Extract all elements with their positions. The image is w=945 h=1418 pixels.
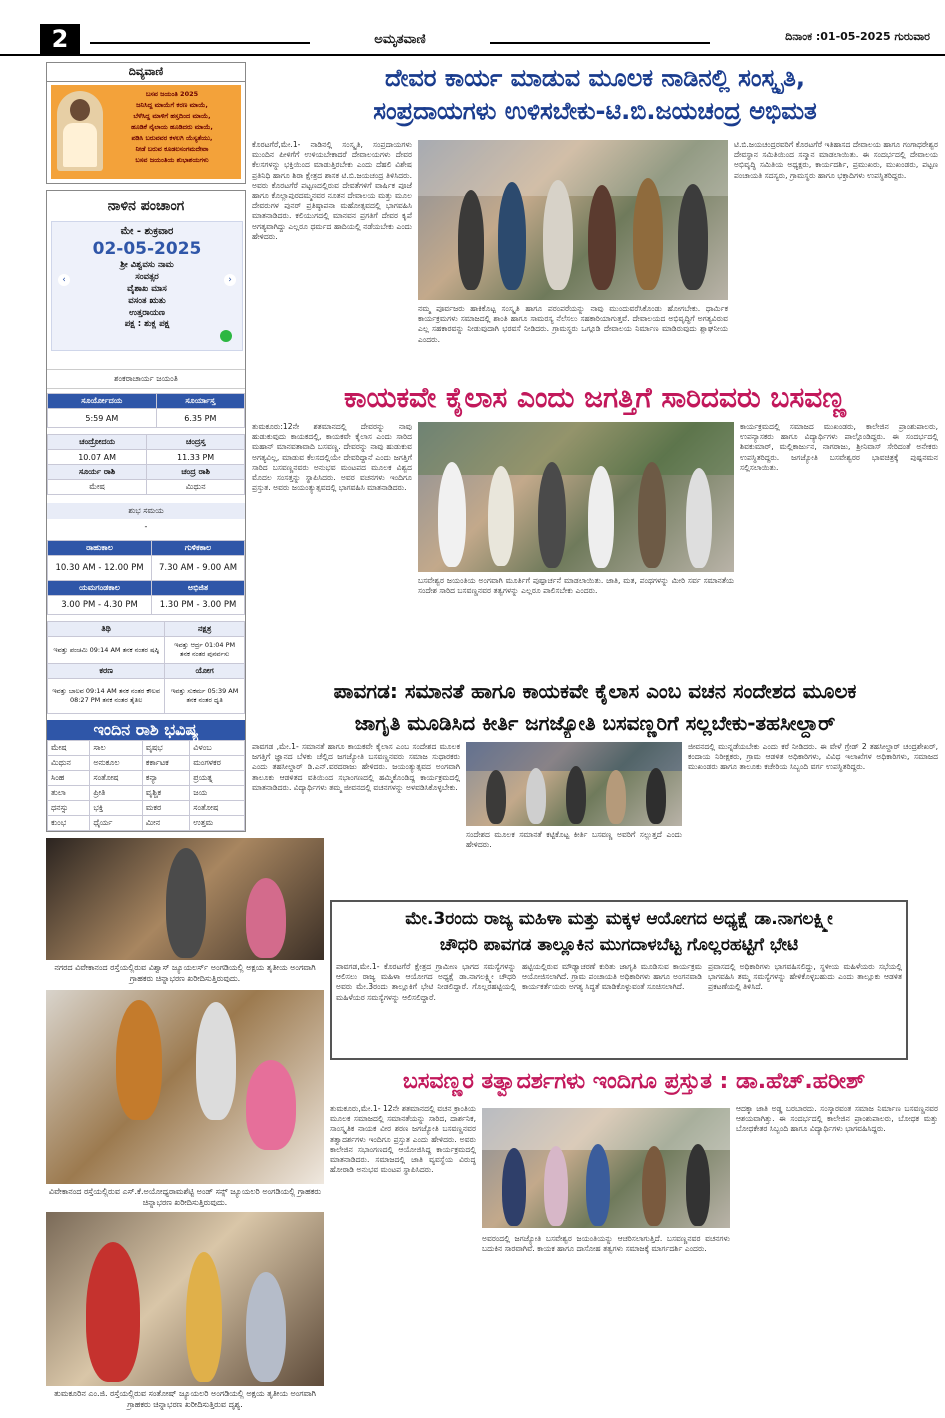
story3-caption: ಸಂದೇಶದ ಮೂಲಕ ಸಮಾನತೆ ಕಟ್ಟಿಕೊಟ್ಟ ಕೀರ್ತಿ ಬಸವಣ್ಣ ಅವರಿಗೆ ಸಲ್ಲುತ್ತದೆ ಎಂದು ಹೇಳಿದರು. [466,830,682,850]
rashi-table [47,740,245,831]
table-row: ಮಿಥುನ ಅನುಕೂಲ ಕರ್ಕಾಟಕ ಮಂಗಳಕರ [48,756,245,771]
story2-photo [418,422,734,572]
ad-caption-2: ವಿವೇಕಾನಂದ ರಸ್ತೆಯಲ್ಲಿರುವ ಎಸ್.ಕೆ.ಅಯೋಧ್ಯರಾಮಶೆಟ್ಟಿ ಅಂಡ್ ಸನ್ಸ್ ಜ್ಯೂಯಲರಿ ಅಂಗಡಿಯಲ್ಲಿ ಗ್ರಾಹಕರು ಚಿನ್ನಾಭರಣ ಖರೀದಿಸುತ್ತಿರುವುದು. [48,1187,322,1207]
panchanga-paksha: ಪಕ್ಷ : ಶುಕ್ಲ ಪಕ್ಷ [124,319,170,329]
story3-photo [466,742,682,826]
kaala-table: ರಾಹುಕಾಲ ಗುಳಿಕಕಾಲ 10.30 AM - 12.00 PM 7.30 AM - 9.00 AM ಯಮಗಂಡಕಾಲ ಅಭಿಜಿತ 3.00 PM - 4.30 PM 1.30 PM - 3.00 PM [47,540,245,615]
story4-col1: ಪಾವಗಡ,ಮೇ.1- ಕೊರಟಗೆರೆ ಕ್ಷೇತ್ರದ ಗ್ರಾಮೀಣ ಭಾಗದ ಸಮಸ್ಯೆಗಳನ್ನು ಆಲಿಸಲು ರಾಜ್ಯ ಮಹಿಳಾ ಆಯೋಗದ ಅಧ್ಯಕ್ಷೆ ಡಾ.ನಾಗಲಕ್ಷ್ಮೀ ಚೌಧರಿ ಅವರು ಮೇ.3ರಂದು ತಾಲ್ಲೂಕಿಗೆ ಭೇಟಿ ನೀಡಲಿದ್ದಾರೆ. ಗೊಲ್ಲರಹಟ್ಟಿಯಲ್ಲಿ ಮಹಿಳೆಯರ ಸಮಸ್ಯೆಗಳನ್ನು ಆಲಿಸಲಿದ್ದಾರೆ. [336,962,516,1002]
story1-col2: ನಮ್ಮ ಪೂರ್ವಜರು ಹಾಕಿಕೊಟ್ಟ ಸಂಸ್ಕೃತಿ ಹಾಗೂ ಪರಂಪರೆಯನ್ನು ನಾವು ಮುಂದುವರೆಸಿಕೊಂಡು ಹೋಗಬೇಕು. ಧಾರ್ಮಿಕ ಕಾರ್ಯಕ್ರಮಗಳು ಸಮಾಜದಲ್ಲಿ ಶಾಂತಿ ಹಾಗೂ ಸಾಮರಸ್ಯ ನೆಲೆಸಲು ಸಹಕಾರಿಯಾಗುತ್ತವೆ. ದೇವಾಲಯದ ಅಭಿವೃದ್ಧಿಗೆ ಅಗತ್ಯವಿರುವ ಎಲ್ಲ ಸಹಕಾರವನ್ನು ನೀಡುವುದಾಗಿ ಭರವಸೆ ನೀಡಿದರು. ಗ್ರಾಮಸ್ಥರು ಒಗ್ಗೂಡಿ ದೇವಾಲಯ ನಿರ್ಮಾಣ ಮಾಡಿರುವುದು ಶ್ಲಾಘನೀಯ ಎಂದರು. [418,304,728,344]
masthead [90,32,710,52]
table-row: ತುಲಾ ಪ್ರೀತಿ ವೃಶ್ಚಿಕ ಜಯ [48,786,245,801]
table-row: ಕುಂಭ ಧೈರ್ಯ ಮೀನ ಉತ್ತಮ [48,816,245,831]
whatsapp-icon[interactable] [220,330,232,342]
panchanga-lines: ಶ್ರೀ ವಿಶ್ವವಸು ನಾಮ ಸಂವತ್ಸರ ವೈಶಾಖ ಮಾಸ ವಸಂತ ಋತು ಉತ್ತರಾಯಣ [120,260,174,318]
basavanna-portrait [57,91,103,171]
story1-col1: ಕೊರಟಗೆರೆ,ಮೇ.1- ನಾಡಿನಲ್ಲಿ ಸಂಸ್ಕೃತಿ, ಸಂಪ್ರದಾಯಗಳು ಮುಂದಿನ ಪೀಳಿಗೆಗೆ ಉಳಿಯಬೇಕಾದರೆ ದೇವಾಲಯಗಳು ದೇವರ ಕೆಲಸಗಳನ್ನು ಭಕ್ತಿಯಿಂದ ಮಾಡುತ್ತಿರಬೇಕು ಎಂದು ದೆಹಲಿ ವಿಶೇಷ ಪ್ರತಿನಿಧಿ ಹಾಗೂ ಶಿರಾ ಕ್ಷೇತ್ರದ ಶಾಸಕ ಟಿ.ಬಿ.ಜಯಚಂದ್ರ ತಿಳಿಸಿದರು. ಅವರು ಕೊರಟಗೆರೆ ಪಟ್ಟಣದಲ್ಲಿರುವ ದೇವತೆಗಳಿಗೆ ವಾರ್ಷಿಕ ಪೂಜೆ ಹಾಗೂ ಕೊಲ್ಲಾಪುರದಮ್ಮನವರ ನೂತನ ದೇವಾಲಯ ಮತ್ತು ಮೂಲ ದೇವರುಗಳ ಪುನರ್ ಪ್ರತಿಷ್ಠಾಪನಾ ಮಹೋತ್ಸವದಲ್ಲಿ ಭಾಗವಹಿಸಿ ಮಾತನಾಡಿದರು. ಕಲಿಯುಗದಲ್ಲಿ ಮಾನವನ ಪ್ರಗತಿಗೆ ದೇವರ ಕೃಪೆ ಅಗತ್ಯವಾಗಿದ್ದು ಎಲ್ಲರೂ ಧರ್ಮದ ಹಾದಿಯಲ್ಲಿ ನಡೆಯಬೇಕು ಎಂದು ಹೇಳಿದರು. [252,140,412,241]
page-number: 2 [40,24,80,54]
panchanga-date-card [51,221,243,351]
story3-headline-1: ಪಾವಗಡ: ಸಮಾನತೆ ಹಾಗೂ ಕಾಯಕವೇ ಕೈಲಾಸ ಎಂಬ ವಚನ ಸಂದೇಶದ ಮೂಲಕ [333,679,857,703]
story2-headline: ಕಾಯಕವೇ ಕೈಲಾಸ ಎಂದು ಜಗತ್ತಿಗೆ ಸಾರಿದವರು ಬಸವಣ್ಣ [343,381,847,414]
story5-col1: ತುಮಕೂರು,ಮೇ.1- 12ನೇ ಶತಮಾನದಲ್ಲಿ ವಚನ ಕ್ರಾಂತಿಯ ಮೂಲಕ ಸಮಾಜದಲ್ಲಿ ಸಮಾನತೆಯನ್ನು ಸಾರಿದ, ದಾರ್ಶನಿಕ, ಸಾಂಸ್ಕೃತಿಕ ನಾಯಕ ವೀರ ಶರಣ ಜಗಜ್ಯೋತಿ ಬಸವಣ್ಣನವರ ತತ್ವಾದರ್ಶಗಳು ಇಂದಿಗೂ ಪ್ರಸ್ತುತ ಎಂದು ಹೇಳಿದರು. ಅವರು ಕಾಲೇಜಿನ ಸಭಾಂಗಣದಲ್ಲಿ ಆಯೋಜಿಸಿದ್ದ ಕಾರ್ಯಕ್ರಮದಲ್ಲಿ ಮಾತನಾಡಿದರು. ಸಮಾಜದಲ್ಲಿ ಜಾತಿ ವ್ಯವಸ್ಥೆಯ ವಿರುದ್ಧ ಹೋರಾಡಿ ಅನುಭವ ಮಂಟಪ ಸ್ಥಾಪಿಸಿದರು. [330,1104,476,1175]
next-day-icon[interactable]: › [224,274,236,286]
moon-rashi-table: ಚಂದ್ರೋದಯ ಚಂದ್ರಸ್ತ 10.07 AM 11.33 PM ಸೂರ್ಯ ರಾಶಿ ಚಂದ್ರ ರಾಶಿ ಮೇಷ ಮಿಥುನ [47,434,245,495]
prev-day-icon[interactable]: ‹ [58,274,70,286]
story4-headline-2: ಚೌಧರಿ ಪಾವಗಡ ತಾಲ್ಲೂಕಿನ ಮುಗದಾಳಬೆಟ್ಟ ಗೊಲ್ಲರಹಟ್ಟಿಗೆ ಭೇಟಿ [439,935,799,955]
issue-date: ದಿನಾಂಕ :01-05-2025 ಗುರುವಾರ [785,30,930,43]
story2-col1: ತುಮಕೂರು:12ನೇ ಶತಮಾನದಲ್ಲಿ ದೇವರನ್ನು ನಾವು ಹುಡುಕುವುದು ಕಾಯಕದಲ್ಲಿ, ಕಾಯಕವೇ ಕೈಲಾಸ ಎಂದು ಸಾರಿದ ಮಹಾನ್ ಮಾನವತಾವಾದಿ ಬಸವಣ್ಣ. ದೇವರನ್ನು ನಾವು ಹುಡುಕುವ ಅಗತ್ಯವಿಲ್ಲ, ಮಾಡುವ ಕೆಲಸದಲ್ಲಿಯೇ ದೇವರಿದ್ದಾನೆ ಎಂದು ಜಗತ್ತಿಗೆ ಸಾರಿದ ಬಸವಣ್ಣನವರು ಅನುಭವ ಮಂಟಪದ ಮೂಲಕ ವಿಶ್ವದ ಮೊದಲ ಸಂಸತ್ತನ್ನು ಸ್ಥಾಪಿಸಿದರು. ಅವರ ವಚನಗಳು ಇಂದಿಗೂ ಪ್ರಸ್ತುತ. ಅವರು ಜಯಂತ್ಯುತ್ಸವದಲ್ಲಿ ಭಾಗವಹಿಸಿ ಮಾತನಾಡಿದರು. [252,422,412,493]
table-row: ಧನಸ್ಸು ಭಕ್ತಿ ಮಕರ ಸಂತೋಷ [48,801,245,816]
divyavani-vachana: ಬಸವ ಜಯಂತಿ 2025 ಜನಿಸಿದ್ದ ಮಾಯೆಗೆ ಕರಣ ಮಾಯೆ, ಬೆಳೆಸಿದ್ದ ಮಾಳಿಗೆ ಹಸ್ತದಿಂದ ಮಾಯೆ, ಹೂಡಿಕೆ ನೈಲಾಯ ಹೂಡಿದರು ಮಾಯೆ, ಪಡಿಸಿ ಬರುವವರ ಕಳಲಗಿ ಯೆಸ್ಯತೆಯು, ನೀಡೆ ಬರುವ ಕೂಡಲಸಂಗಮದೇವಾ ಬಸವ ಜಯಂತಿಯ ಶುಭಾಶಯಗಳು [131,90,213,164]
panchanga-box [46,190,246,832]
masthead-title: ಅಮೃತವಾಣಿ [366,32,433,47]
story4-col3: ಪ್ರವಾಸದಲ್ಲಿ ಅಧಿಕಾರಿಗಳು ಭಾಗವಹಿಸಲಿದ್ದು, ಸ್ಥಳೀಯ ಮಹಿಳೆಯರು ಸಭೆಯಲ್ಲಿ ಭಾಗವಹಿಸಿ ತಮ್ಮ ಸಮಸ್ಯೆಗಳನ್ನು ಹೇಳಿಕೊಳ್ಳಬಹುದು ಎಂದು ತಾಲ್ಲೂಕು ಆಡಳಿತ ಪ್ರಕಟಣೆಯಲ್ಲಿ ತಿಳಿಸಿದೆ. [708,962,902,992]
festival-label: ಶಂಕರಾಚಾರ್ಯ ಜಯಂತಿ [47,369,245,389]
story3-col3: ಜೀವನದಲ್ಲಿ ಮುನ್ನಡೆಯಬೇಕು ಎಂದು ಕರೆ ನೀಡಿದರು. ಈ ವೇಳೆ ಗ್ರೇಡ್ 2 ತಹಸೀಲ್ದಾರ್ ಚಂದ್ರಶೇಖರ್, ಕಂದಾಯ ನಿರೀಕ್ಷಕರು, ಗ್ರಾಮ ಆಡಳಿತ ಅಧಿಕಾರಿಗಳು, ವಿವಿಧ ಇಲಾಖೆಗಳ ಅಧಿಕಾರಿಗಳು, ಸಮಾಜದ ಮುಖಂಡರು ಹಾಗೂ ತಾಲೂಕು ಕಚೇರಿಯ ಸಿಬ್ಬಂದಿ ವರ್ಗ ಉಪಸ್ಥಿತರಿದ್ದರು. [688,742,938,772]
masthead-rule-right [490,42,710,44]
story3-col1: ಪಾವಗಡ ,ಮೇ.1- ಸಮಾನತೆ ಹಾಗೂ ಕಾಯಕವೇ ಕೈಲಾಸ ಎಂಬ ಸಂದೇಶದ ಮೂಲಕ ಜಗತ್ತಿಗೆ ಜ್ಞಾನದ ಬೆಳಕು ಚೆಲ್ಲಿದ ಜಗಜ್ಯೋತಿ ಬಸವಣ್ಣನವರು ಸಮಾಜ ಸುಧಾರಕರು ಎಂದು ತಹಸೀಲ್ದಾರ್ ಡಿ.ಎನ್.ವರದರಾಜು ಹೇಳಿದರು. ಜಯಂತ್ಯುತ್ಸವದ ಅಂಗವಾಗಿ ತಾಲೂಕು ಆಡಳಿತದ ವತಿಯಿಂದ ಸಭಾಂಗಣದಲ್ಲಿ ಹಮ್ಮಿಕೊಂಡಿದ್ದ ಕಾರ್ಯಕ್ರಮದಲ್ಲಿ ಮಾತನಾಡಿದರು. ವಿದ್ಯಾರ್ಥಿಗಳು ತಮ್ಮ ಜೀವನದಲ್ಲಿ ವಚನಗಳನ್ನು ಅಳವಡಿಸಿಕೊಳ್ಳಬೇಕು. [252,742,460,792]
story4-col2: ಹಟ್ಟಿಯಲ್ಲಿರುವ ಮೌಢ್ಯಾಚರಣೆ ಕುರಿತು ಜಾಗೃತಿ ಮೂಡಿಸುವ ಕಾರ್ಯಕ್ರಮ ಆಯೋಜಿಸಲಾಗಿದೆ. ಗ್ರಾಮ ಪಂಚಾಯತಿ ಅಧಿಕಾರಿಗಳು ಹಾಗೂ ಅಂಗನವಾಡಿ ಕಾರ್ಯಕರ್ತೆಯರು ಅಗತ್ಯ ಸಿದ್ಧತೆ ಮಾಡಿಕೊಳ್ಳುವಂತೆ ಸೂಚಿಸಲಾಗಿದೆ. [522,962,702,992]
story5-col3: ಆದಕ್ಕಾ ಜಾತಿ ಅಡ್ಡ ಬರಬಾರದು. ಸಂಸ್ಕಾರವಂತ ಸಮಾಜ ನಿರ್ಮಾಣ ಬಸವಣ್ಣನವರ ಆಶಯವಾಗಿತ್ತು. ಈ ಸಂದರ್ಭದಲ್ಲಿ ಕಾಲೇಜಿನ ಪ್ರಾಂಶುಪಾಲರು, ಬೋಧಕ ಮತ್ತು ಬೋಧಕೇತರ ಸಿಬ್ಬಂದಿ ಹಾಗೂ ವಿದ್ಯಾರ್ಥಿಗಳು ಭಾಗವಹಿಸಿದ್ದರು. [736,1104,938,1134]
panchanga-month-day: ಮೇ - ಶುಕ್ರವಾರ [120,226,174,237]
tithi-table: ತಿಥಿ ನಕ್ಷತ್ರ ಇವತ್ತು ಪಂಚಮಿ 09:14 AM ತನಕ ನಂತರ ಷಷ್ಠಿ ಇವತ್ತು ಆರ್ದ್ರ 01:04 PM ತನಕ ನಂತರ ಪುನರ್ವಸು ಕರಣ ಯೋಗ ಇವತ್ತು ಬಾಲವ 09:14 AM ತನಕ ನಂತರ ಕೌಲವ 08:27 PM ತನಕ ನಂತರ ತೈತಿಲ ಇವತ್ತು ಸುಕರ್ಮ 05:39 AM ತನಕ ನಂತರ ಧೃತಿ [47,621,245,714]
story5-col2: ಅವರಂದಲ್ಲಿ ಜಗಜ್ಯೋತಿ ಬಸವೇಶ್ವರ ಜಯಂತಿಯನ್ನು ಆಚರಿಸಲಾಗುತ್ತಿದೆ. ಬಸವಣ್ಣನವರ ವಚನಗಳು ಬದುಕಿನ ಸಾರವಾಗಿವೆ. ಕಾಯಕ ಹಾಗೂ ದಾಸೋಹ ತತ್ವಗಳು ಸಮಾಜಕ್ಕೆ ಮಾರ್ಗದರ್ಶಿ ಎಂದರು. [482,1234,730,1254]
shubha-samaya-label: ಶುಭ ಸಮಯ [47,503,245,519]
story2-col3: ಕಾರ್ಯಕ್ರಮದಲ್ಲಿ ಸಮಾಜದ ಮುಖಂಡರು, ಕಾಲೇಜಿನ ಪ್ರಾಂಶುಪಾಲರು, ಉಪನ್ಯಾಸಕರು ಹಾಗೂ ವಿದ್ಯಾರ್ಥಿಗಳು ಪಾಲ್ಗೊಂಡಿದ್ದರು. ಈ ಸಂದರ್ಭದಲ್ಲಿ ಶಿವಕುಮಾರ್, ಮಲ್ಲಿಕಾರ್ಜುನ, ನಾಗರಾಜು, ಶ್ರೀನಿವಾಸ್ ಸೇರಿದಂತೆ ಅನೇಕರು ಉಪಸ್ಥಿತರಿದ್ದರು. ಜಗಜ್ಯೋತಿ ಬಸವೇಶ್ವರರ ಭಾವಚಿತ್ರಕ್ಕೆ ಪುಷ್ಪನಮನ ಸಲ್ಲಿಸಲಾಯಿತು. [740,422,938,472]
jewellery-photo-2 [46,990,324,1184]
table-row: ಸಿಂಹ ಸಂತೋಷ ಕನ್ಯಾ ಪ್ರಯತ್ನ [48,771,245,786]
story2-col2: ಬಸವೇಶ್ವರ ಜಯಂತಿಯ ಅಂಗವಾಗಿ ಮೂರ್ತಿಗೆ ಪುಷ್ಪಾರ್ಚನೆ ಮಾಡಲಾಯಿತು. ಜಾತಿ, ಮತ, ಪಂಥಗಳನ್ನು ಮೀರಿ ಸರ್ವ ಸಮಾನತೆಯ ಸಂದೇಶ ಸಾರಿದ ಬಸವಣ್ಣನವರ ತತ್ವಗಳನ್ನು ಎಲ್ಲರೂ ಪಾಲಿಸಬೇಕು ಎಂದರು. [418,576,734,596]
divyavani-banner [51,85,241,179]
table-row: ಮೇಷ ಸಾಲ ವೃಷಭ ವಿಳಂಬ [48,741,245,756]
ad-caption-3: ತುಮಕೂರಿನ ಎಂ.ಜಿ. ರಸ್ತೆಯಲ್ಲಿರುವ ಸಂತೋಷ್ ಜ್ಯೂಯಲರಿ ಅಂಗಡಿಯಲ್ಲಿ ಅಕ್ಷಯ ತೃತೀಯ ಅಂಗವಾಗಿ ಗ್ರಾಹಕರು ಚಿನ್ನಾಭರಣ ಖರೀದಿಸುತ್ತಿರುವ ದೃಶ್ಯ. [54,1389,316,1409]
story3-headline-2: ಜಾಗೃತಿ ಮೂಡಿಸಿದ ಕೀರ್ತಿ ಜಗಜ್ಯೋತಿ ಬಸವಣ್ಣರಿಗೆ ಸಲ್ಲಬೇಕು-ತಹಸೀಲ್ದಾರ್ [354,711,836,735]
story5-headline: ಬಸವಣ್ಣರ ತತ್ವಾದರ್ಶಗಳು ಇಂದಿಗೂ ಪ್ರಸ್ತುತ : ಡಾ.ಹೆಚ್.ಹರೀಶ್ [402,1069,866,1094]
divyavani-box [46,62,246,184]
masthead-rule-left [90,42,310,44]
story1-headline-2: ಸಂಪ್ರದಾಯಗಳು ಉಳಿಸಬೇಕು-ಟಿ.ಬಿ.ಜಯಚಂದ್ರ ಅಭಿಮತ [373,97,817,125]
jewellery-photo-1 [46,838,324,960]
story4-headline-1: ಮೇ.3ರಂದು ರಾಜ್ಯ ಮಹಿಳಾ ಮತ್ತು ಮಕ್ಕಳ ಆಯೋಗದ ಅಧ್ಯಕ್ಷೆ ಡಾ.ನಾಗಲಕ್ಷ್ಮೀ [405,909,833,929]
shubha-samaya-value: - [144,522,148,531]
rashi-title: ಇಂದಿನ ರಾಶಿ ಭವಿಷ್ಯ [47,720,245,740]
jewellery-photo-3 [46,1212,324,1386]
story1-photo [418,140,728,300]
divyavani-title: ದಿವ್ಯವಾಣಿ [47,63,245,82]
panchanga-title: ನಾಳಿನ ಪಂಚಾಂಗ [107,198,185,214]
panchanga-date: 02-05-2025 [92,239,202,259]
ad-caption-1: ನಗರದ ವಿವೇಕಾನಂದ ರಸ್ತೆಯಲ್ಲಿರುವ ವಿಶ್ವಾಸ್ ಜ್ಯೂಯಲರ್ಸ್ ಅಂಗಡಿಯಲ್ಲಿ ಅಕ್ಷಯ ತೃತೀಯ ಅಂಗವಾಗಿ ಗ್ರಾಹಕರು ಚಿನ್ನಾಭರಣ ಖರೀದಿಸುತ್ತಿರುವುದು. [54,963,316,983]
sun-moon-table: ಸೂರ್ಯೋದಯ ಸೂರ್ಯಾಸ್ತ 5:59 AM 6.35 PM [47,393,245,428]
story5-photo [482,1108,730,1228]
story1-headline-1: ದೇವರ ಕಾರ್ಯ ಮಾಡುವ ಮೂಲಕ ನಾಡಿನಲ್ಲಿ ಸಂಸ್ಕೃತಿ, [384,64,805,92]
story1-col3: ಟಿ.ಬಿ.ಜಯಚಂದ್ರರವರಿಗೆ ಕೊರಟಗೆರೆ ಇತಿಹಾಸದ ದೇವಾಲಯ ಹಾಗೂ ಗಂಗಾಧರೇಶ್ವರ ದೇವಸ್ಥಾನ ಸಮಿತಿಯಿಂದ ಸನ್ಮಾನ ಮಾಡಲಾಯಿತು. ಈ ಸಂದರ್ಭದಲ್ಲಿ ದೇವಾಲಯ ಅಭಿವೃದ್ಧಿ ಸಮಿತಿಯ ಅಧ್ಯಕ್ಷರು, ಕಾರ್ಯದರ್ಶಿ, ಪ್ರಮುಖರು, ಮುಖಂಡರು, ಪಟ್ಟಣ ಪಂಚಾಯತಿ ಸದಸ್ಯರು, ಗ್ರಾಮಸ್ಥರು ಹಾಗೂ ಭಕ್ತಾದಿಗಳು ಉಪಸ್ಥಿತರಿದ್ದರು. [734,140,938,180]
